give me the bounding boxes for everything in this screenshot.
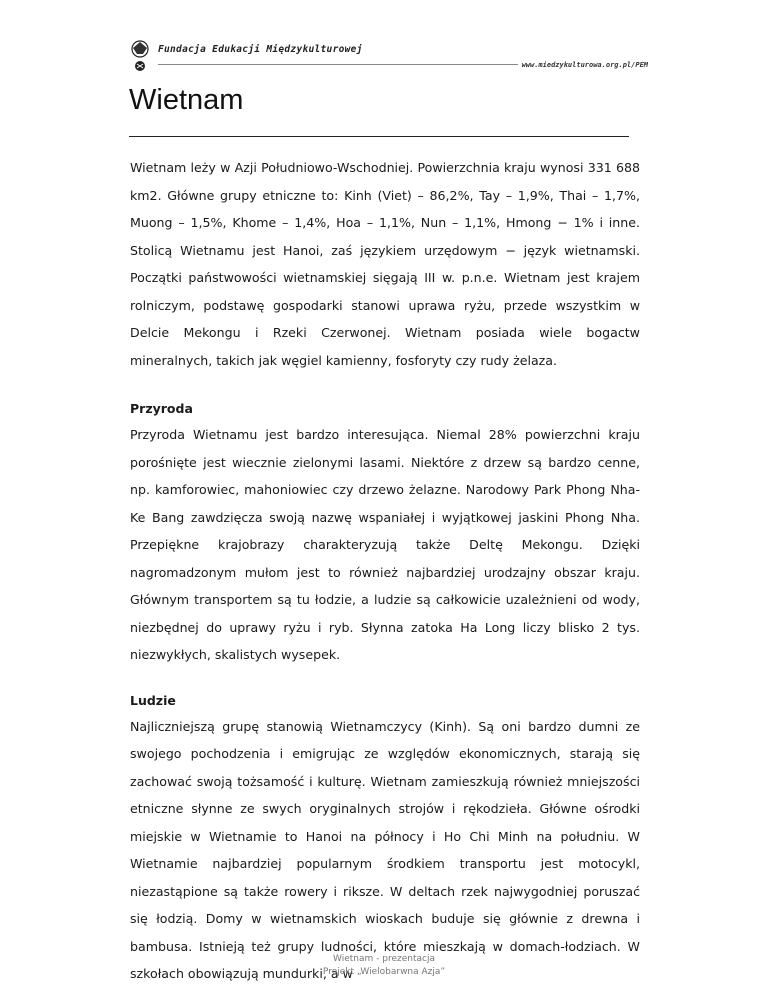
header-divider	[158, 64, 518, 65]
page-header	[128, 38, 648, 74]
foundation-logo-icon	[128, 40, 152, 72]
section-text-ludzie: Najliczniejszą grupę stanowią Wietnamczycy (Kinh). Są oni bardzo dumni ze swojego pochodzenia i emigrując ze względów ekonomicznych, starają się zachować swoją tożsamość i kulturę. Wietnam zamieszkują również mniejszości etniczne słynne ze swych oryginalnych strojów i rękodzieła. Główne ośrodki miejskie w Wietnamie to Hanoi na północy i Ho Chi Minh na południu. W Wietnamie najbardziej popularnym środkiem transportu jest motocykl, niezastąpione są także rowery i riksze. W deltach rzek najwygodniej poruszać się łodzią. Domy w wietnamskich wioskach buduje się głównie z drewna i bambusa. Istnieją też grupy ludności, które mieszkają w domach-łodziach. W szkołach obowiązują mundurki, a w	[130, 718, 640, 981]
org-name: Fundacja Edukacji Międzykulturowej	[158, 44, 363, 55]
document-body	[130, 154, 640, 988]
section-text-przyroda: Przyroda Wietnamu jest bardzo interesująca. Niemal 28% powierzchni kraju porośnięte jest wiecznie zielonymi lasami. Niektóre z drzew są bardzo cenne, np. kamforowiec, mahoniowiec czy drzewo żelazne. Narodowy Park Phong Nha-Ke Bang zawdzięcza swoją nazwę wspaniałej i wyjątkowej jaskini Phong Nha. Przepiękne krajobrazy charakteryzują także Deltę Mekongu. Dzięki nagromadzonym mułom jest to również najbardziej urodzajny obszar kraju. Głównym transportem są tu łodzie, a ludzie są całkowicie uzależnieni od wody, niezbędnej do uprawy ryżu i ryb. Słynna zatoka Ha Long liczy blisko 2 tys. niezwykłych, skalistych wysepek.	[130, 427, 640, 662]
intro-paragraph: Wietnam leży w Azji Południowo-Wschodniej. Powierzchnia kraju wynosi 331 688 km2. Główne grupy etniczne to: Kinh (Viet) – 86,2%, Tay – 1,9%, Thai – 1,7%, Muong – 1,5%, Khome – 1,4%, Hoa – 1,1%, Nun – 1,1%, Hmong − 1% i inne. Stolicą Wietnamu jest Hanoi, zaś językiem urzędowym − język wietnamski. Początki państwowości wietnamskiej sięgają III w. p.n.e. Wietnam jest krajem rolniczym, podstawę gospodarki stanowi uprawa ryżu, przede wszystkim w Delcie Mekongu i Rzeki Czerwonej. Wietnam posiada wiele bogactw mineralnych, takich jak węgiel kamienny, fosforyty czy rudy żelaza.	[130, 160, 640, 368]
title-underline	[129, 136, 629, 137]
footer-line-1: Wietnam - prezentacja	[333, 954, 435, 964]
page-footer	[0, 953, 768, 979]
page-title: Wietnam	[129, 84, 244, 116]
footer-line-2: Projekt „Wielobarwna Azja”	[322, 967, 446, 977]
section-heading-ludzie: Ludzie	[130, 692, 176, 708]
org-url[interactable]: www.miedzykulturowa.org.pl/PEM	[521, 61, 648, 69]
section-heading-przyroda: Przyroda	[130, 401, 193, 416]
